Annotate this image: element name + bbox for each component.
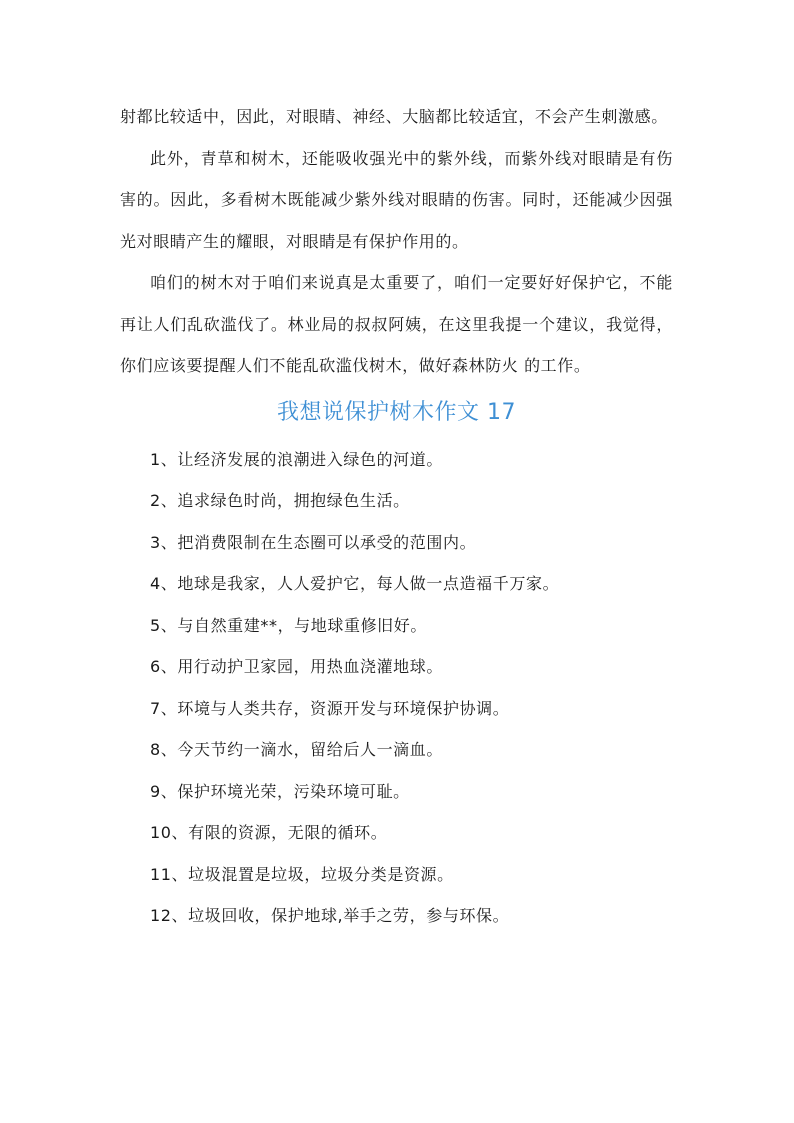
list-item: 9、保护环境光荣，污染环境可耻。 [150, 781, 410, 801]
paragraph-ultraviolet: 此外，青草和树木，还能吸收强光中的紫外线，而紫外线对眼睛是有伤害的。因此，多看树木既能减少紫外线对眼睛的伤害。同时，还能减少因强光对眼睛产生的耀眼，对眼睛是有保护作用的。 [120, 148, 673, 251]
list-item: 5、与自然重建**，与地球重修旧好。 [150, 615, 427, 635]
list-item: 1、让经济发展的浪潮进入绿色的河道。 [150, 449, 443, 469]
document-page [120, 96, 673, 937]
section-heading: 我想说保护树木作文 17 [277, 399, 516, 425]
list-item: 7、环境与人类共存，资源开发与环境保护协调。 [150, 698, 510, 718]
list-item: 12、垃圾回收，保护地球,举手之劳，参与环保。 [150, 906, 510, 925]
list-item: 11、垃圾混置是垃圾，垃圾分类是资源。 [150, 864, 454, 884]
list-item: 3、把消费限制在生态圈可以承受的范围内。 [150, 532, 477, 552]
slogan-list [120, 439, 673, 937]
paragraph-eye-comfort: 射都比较适中，因此，对眼睛、神经、大脑都比较适宜，不会产生刺激感。 [120, 107, 668, 126]
list-item: 4、地球是我家，人人爱护它，每人做一点造福千万家。 [150, 574, 560, 593]
list-item: 6、用行动护卫家园，用热血浇灌地球。 [150, 657, 443, 676]
list-item: 10、有限的资源，无限的循环。 [150, 823, 388, 842]
list-item: 8、今天节约一滴水，留给后人一滴血。 [150, 740, 443, 759]
list-item: 2、追求绿色时尚，拥抱绿色生活。 [150, 491, 410, 510]
paragraph-protect-trees: 咱们的树木对于咱们来说真是太重要了，咱们一定要好好保护它，不能再让人们乱砍滥伐了。林业局的叔叔阿姨，在这里我提一个建议，我觉得，你们应该要提醒人们不能乱砍滥伐树木，做好森林防火 的工作。 [120, 273, 673, 375]
